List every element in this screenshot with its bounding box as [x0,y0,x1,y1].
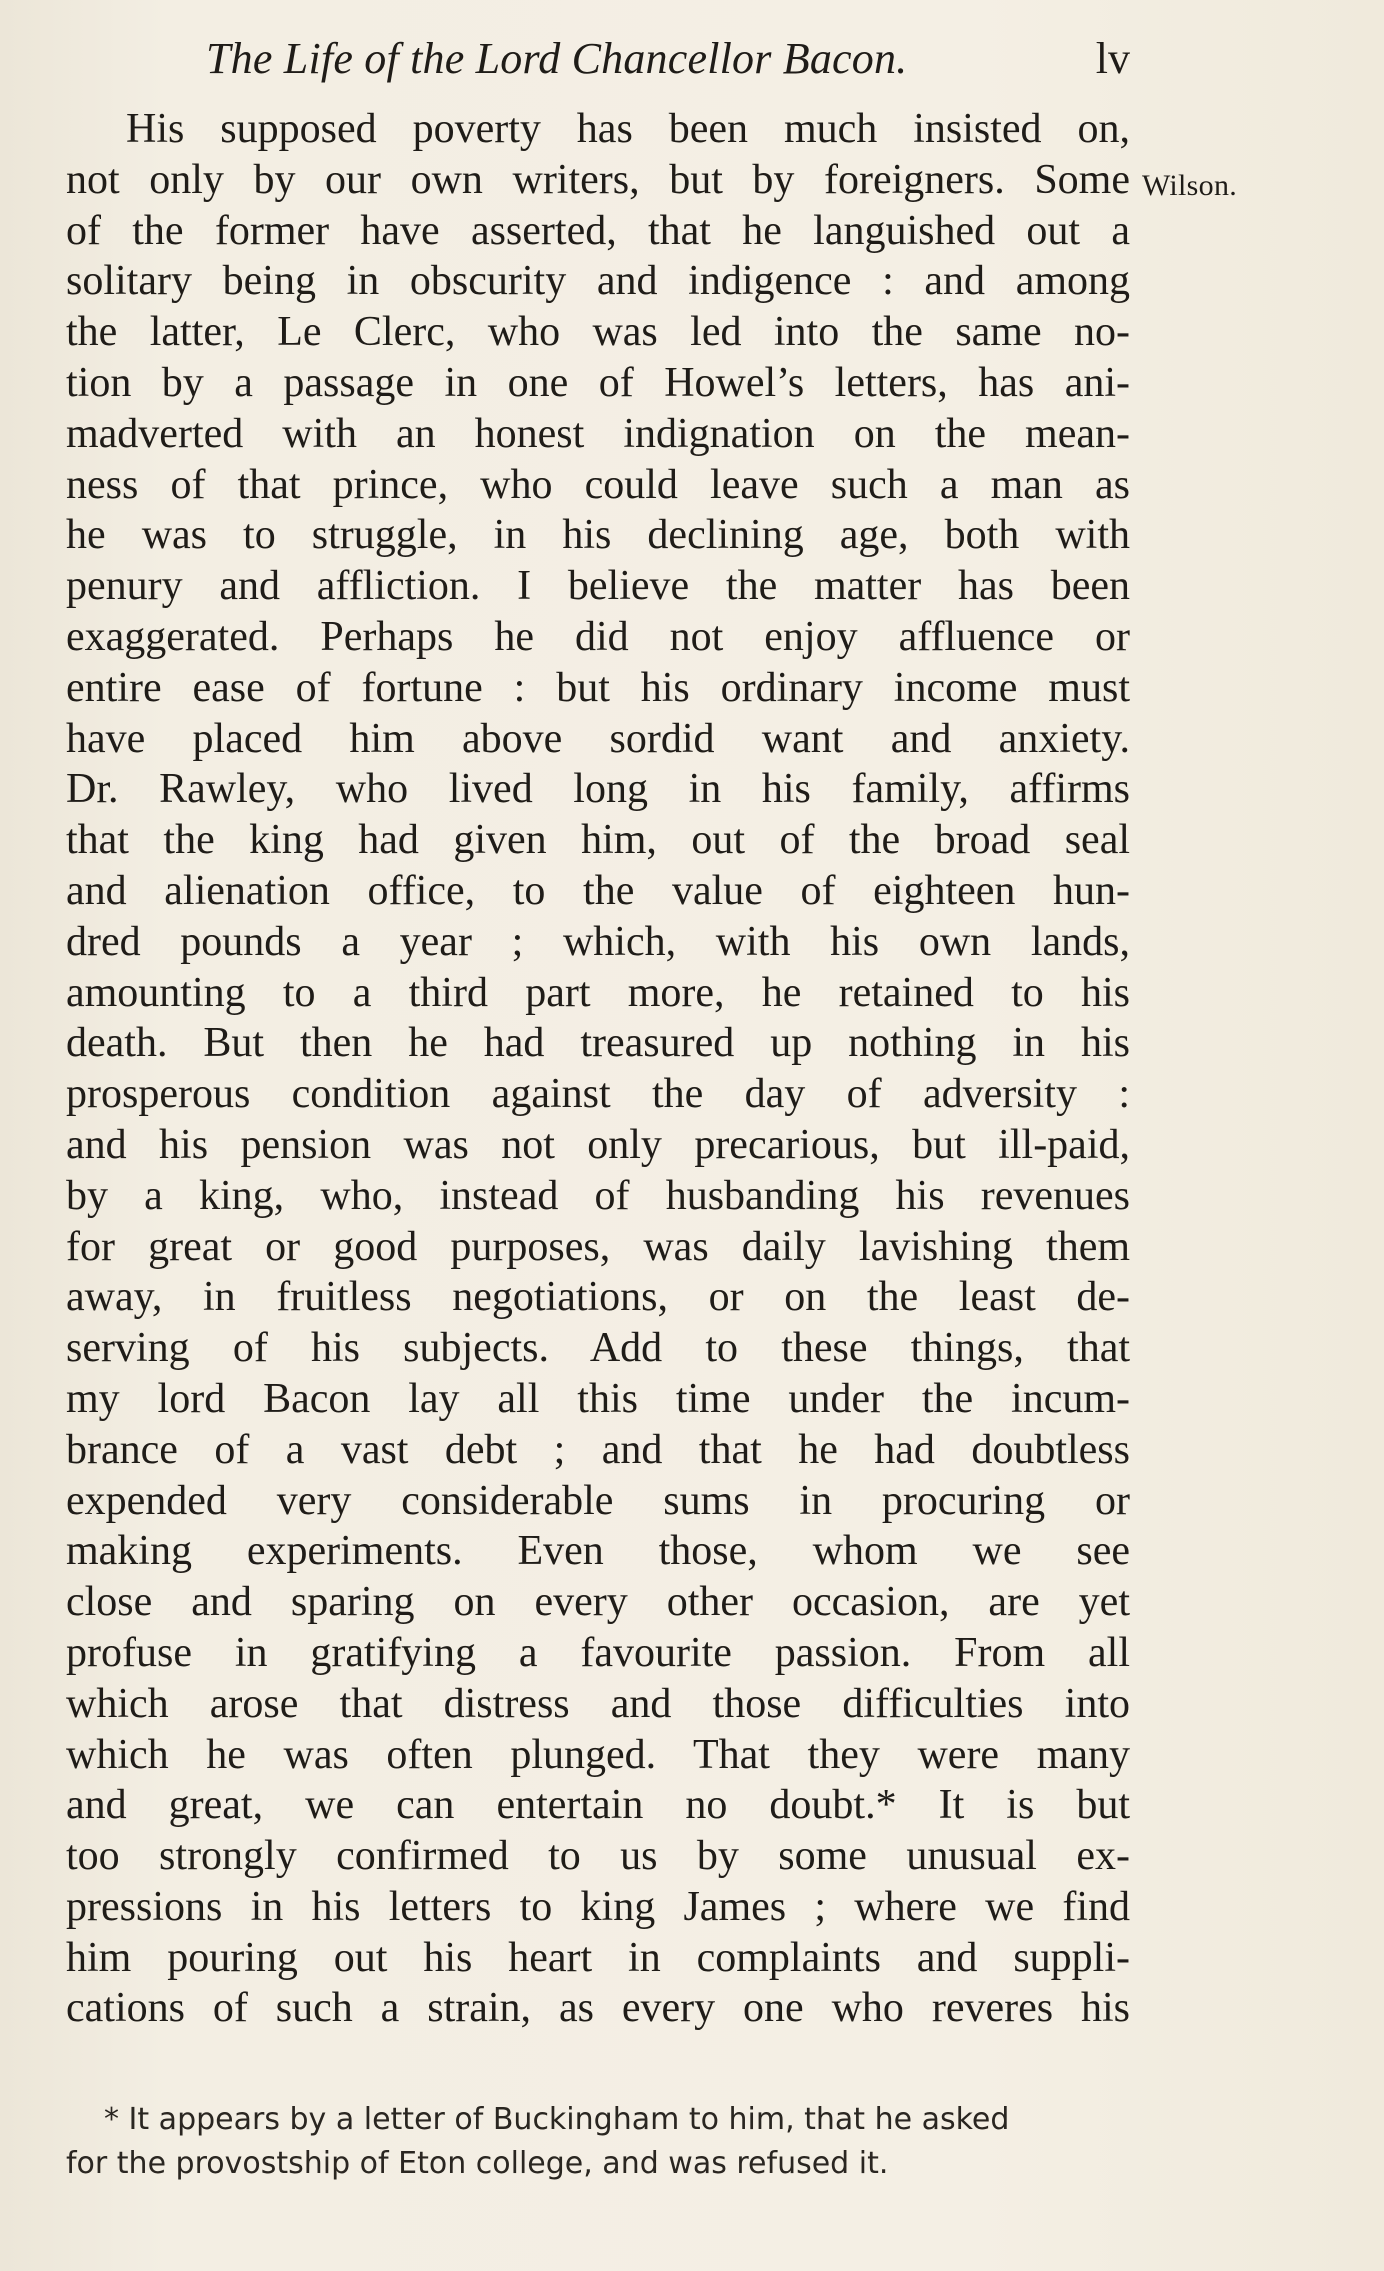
text-line: cations of such a strain, as every one who reveres his [66,1985,1130,2032]
text-line: him pouring out his heart in complaints and suppli- [66,1934,1130,1981]
footnote-line: for the provostship of Eton college, and was refused it. [66,2146,889,2181]
text-line: prosperous condition against the day of adversity : [66,1071,1130,1118]
text-line: tion by a passage in one of Howel’s letters, has ani- [66,359,1130,406]
text-line: ness of that prince, who could leave such a man as [66,461,1130,508]
page-number: lv [1095,34,1130,83]
text-line: my lord Bacon lay all this time under the incum- [66,1375,1130,1422]
text-line: by a king, who, instead of husbanding his revenues [66,1172,1130,1219]
margin-note: Wilson. [1142,169,1238,202]
text-line: which he was often plunged. That they were many [66,1731,1130,1778]
text-line: penury and affliction. I believe the matter has been [66,563,1130,610]
text-line: profuse in gratifying a favourite passion. From all [66,1629,1130,1676]
text-line: which arose that distress and those difficulties into [66,1680,1130,1727]
text-line: entire ease of fortune : but his ordinary income must [66,664,1130,711]
text-line: death. But then he had treasured up nothing in his [66,1020,1130,1067]
text-line: the latter, Le Clerc, who was led into the same no- [66,309,1130,356]
text-line: exaggerated. Perhaps he did not enjoy affluence or [66,613,1130,660]
text-line: madverted with an honest indignation on the mean- [66,410,1130,457]
text-line: brance of a vast debt ; and that he had doubtless [66,1426,1130,1473]
text-line: Dr. Rawley, who lived long in his family, affirms [66,766,1130,813]
text-line: have placed him above sordid want and anxiety. [66,715,1130,762]
text-line: that the king had given him, out of the broad seal [66,817,1130,864]
footnote [66,2098,1130,2186]
text-line: and great, we can entertain no doubt.* It is but [66,1782,1130,1829]
text-line: making experiments. Even those, whom we see [66,1528,1130,1575]
text-line: solitary being in obscurity and indigence : and among [66,258,1130,305]
text-line: and his pension was not only precarious, but ill-paid, [66,1121,1130,1168]
text-line: expended very considerable sums in procuring or [66,1477,1130,1524]
text-line: close and sparing on every other occasion, are yet [66,1579,1130,1626]
text-line: not only by our own writers, but by foreigners. Some [66,156,1130,203]
text-line: amounting to a third part more, he retained to his [66,969,1130,1016]
running-title: The Life of the Lord Chancellor Bacon. [206,34,908,83]
text-line: of the former have asserted, that he languished out a [66,207,1130,254]
text-line: pressions in his letters to king James ; where we find [66,1883,1130,1930]
text-line: and alienation office, to the value of eighteen hun- [66,867,1130,914]
footnote-line: * It appears by a letter of Buckingham to him, that he asked [104,2102,1010,2137]
main-paragraph [66,104,1130,2034]
text-line: His supposed poverty has been much insisted on, [126,106,1130,152]
page-header [66,28,1130,90]
text-line: for great or good purposes, was daily lavishing them [66,1223,1130,1270]
text-line: dred pounds a year ; which, with his own lands, [66,918,1130,965]
text-line: he was to struggle, in his declining age, both with [66,512,1130,559]
text-line: away, in fruitless negotiations, or on the least de- [66,1274,1130,1321]
text-line: serving of his subjects. Add to these things, that [66,1325,1130,1372]
text-line: too strongly confirmed to us by some unusual ex- [66,1833,1130,1880]
